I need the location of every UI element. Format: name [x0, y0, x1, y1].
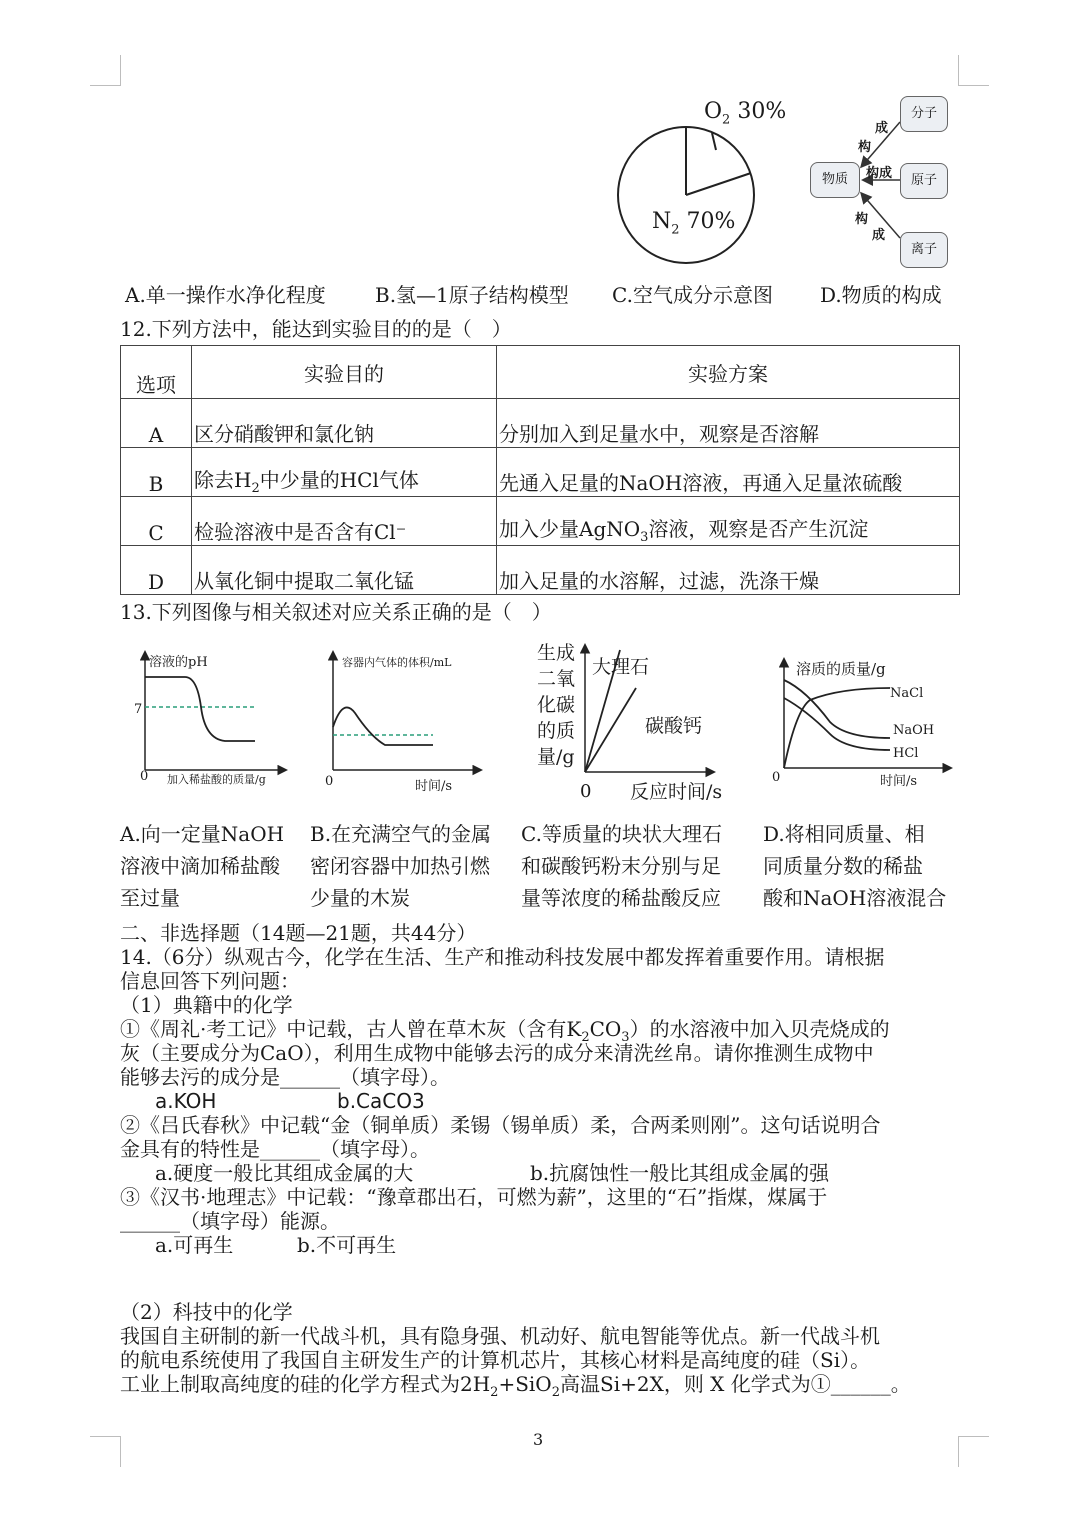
ylabel-line: 生成	[537, 642, 576, 664]
pie-o2-label: $O_2$ 30%	[704, 99, 787, 128]
p2-option-b: b.抗腐蚀性一般比其组成金属的强	[530, 1161, 830, 1185]
graph-d-naoh: NaOH	[893, 723, 935, 738]
option-line: 密闭容器中加热引燃	[310, 854, 490, 878]
graph-c-ylabel	[537, 640, 575, 770]
q14-line1: 14.（6分）纵观古今，化学在生活、生产和推动科技发展中都发挥着重要作用。请根据	[120, 945, 885, 969]
row-option: D	[121, 546, 192, 595]
corner-mark-tl	[90, 55, 121, 86]
graph-b-ylabel: 容器内气体的体积/mL	[342, 656, 452, 669]
option-line: A.向一定量NaOH	[120, 822, 285, 846]
label-gou-2: 构	[855, 212, 869, 227]
ylabel-line: 化碳	[537, 694, 576, 716]
row-plan: 先通入足量的NaOH溶液，再通入足量浓硫酸	[497, 448, 960, 497]
tech-line3: 工业上制取高纯度的硅的化学方程式为$2H_2+SiO_2$高温Si+2X，则 X 化学式为①______。	[120, 1372, 911, 1400]
graph-b-xlabel: 时间/s	[415, 779, 453, 794]
node-molecule: 分子	[900, 96, 948, 132]
q13-option-d	[763, 818, 946, 914]
caption-b: B.氢—1原子结构模型	[375, 283, 569, 307]
q13-option-c	[521, 818, 722, 914]
graph-d-hcl: HCl	[893, 746, 919, 761]
graph-c-xlabel: 反应时间/s	[630, 781, 723, 803]
option-line: 至过量	[120, 886, 180, 910]
p2-line2: 金具有的特性是______（填字母）。	[120, 1137, 430, 1161]
ylabel-line: 二氧	[537, 668, 576, 690]
header-option: 选项	[121, 346, 192, 399]
option-line: 和碳酸钙粉末分别与足	[521, 854, 721, 878]
node-matter: 物质	[810, 162, 860, 198]
header-goal: 实验目的	[192, 346, 497, 399]
caption-c: C.空气成分示意图	[612, 283, 773, 307]
caption-d: D.物质的构成	[820, 283, 942, 307]
label-goucheng: 构成	[866, 166, 893, 181]
option-line: 酸和NaOH溶液混合	[763, 886, 947, 910]
node-atom: 原子	[900, 163, 948, 199]
row-option: A	[121, 399, 192, 448]
row-goal: 检验溶液中是否含有Cl⁻	[192, 497, 497, 546]
p3-line2: ______（填字母）能源。	[120, 1209, 340, 1233]
header-plan: 实验方案	[497, 346, 960, 399]
graph-a-ylabel: 溶液的pH	[149, 655, 208, 670]
row-plan: 分别加入到足量水中，观察是否溶解	[497, 399, 960, 448]
row-option: C	[121, 497, 192, 546]
row-goal: 区分硝酸钾和氯化钠	[192, 399, 497, 448]
graph-a-xlabel: 加入稀盐酸的质量/g	[167, 773, 266, 786]
graph-d-xlabel: 时间/s	[880, 774, 918, 789]
graph-c-line2: 碳酸钙	[645, 715, 703, 737]
section2-title: （2）科技中的化学	[120, 1300, 293, 1324]
option-line: 少量的木炭	[310, 886, 410, 910]
row-plan: 加入足量的水溶解，过滤，洗涤干燥	[497, 546, 960, 595]
q13-stem: 13.下列图像与相关叙述对应关系正确的是（ ）	[120, 600, 552, 624]
graph-d-ylabel: 溶质的质量/g	[796, 660, 886, 678]
p2-line1: ②《吕氏春秋》中记载“金（铜单质）柔锡（锡单质）柔，合两柔则刚”。这句话说明合	[120, 1113, 881, 1137]
ylabel-line: 量/g	[537, 746, 575, 768]
table-row	[121, 448, 960, 497]
q14-line2: 信息回答下列问题：	[120, 969, 300, 993]
table-row	[121, 399, 960, 448]
ylabel-line: 的质	[537, 720, 576, 742]
option-line: D.将相同质量、相	[763, 822, 925, 846]
tech-line1: 我国自主研制的新一代战斗机，具有隐身强、机动好、航电智能等优点。新一代战斗机	[120, 1324, 880, 1348]
q12-table	[120, 345, 960, 595]
p3-option-a: a.可再生	[155, 1233, 234, 1257]
q13-option-b	[310, 818, 491, 914]
q13-option-a	[120, 818, 284, 914]
graph-a-tick: 7	[134, 702, 143, 717]
tech-line2: 的航电系统使用了我国自主研发生产的计算机芯片，其核心材料是高纯度的硅（Si）。	[120, 1348, 871, 1372]
p1-line2: 灰（主要成分为CaO），利用生成物中能够去污的成分来清洗丝帛。请你推测生成物中	[120, 1041, 874, 1065]
label-cheng-2: 成	[872, 228, 886, 243]
table-row	[121, 497, 960, 546]
pie-n2-label: $N_2$ 70%	[652, 209, 736, 238]
graph-c-line1: 大理石	[592, 656, 650, 678]
option-line: 同质量分数的稀盐	[763, 854, 923, 878]
row-option: B	[121, 448, 192, 497]
table-header-row	[121, 346, 960, 399]
p3-line1: ③《汉书·地理志》中记载：“豫章郡出石，可燃为薪”，这里的“石”指煤，煤属于	[120, 1185, 828, 1209]
option-line: C.等质量的块状大理石	[521, 822, 722, 846]
p1-option-a: a.KOH	[155, 1089, 217, 1113]
caption-a: A.单一操作水净化程度	[125, 283, 326, 307]
graph-c-origin: 0	[580, 781, 592, 802]
p1-option-b: b.CaCO3	[337, 1089, 425, 1113]
label-cheng-1: 成	[875, 121, 889, 136]
option-line: 溶液中滴加稀盐酸	[120, 854, 280, 878]
q12-stem: 12.下列方法中，能达到实验目的的是（ ）	[120, 317, 512, 341]
page-number: 3	[533, 1430, 544, 1449]
p2-option-a: a.硬度一般比其组成金属的大	[155, 1161, 414, 1185]
p1-line3: 能够去污的成分是______（填字母）。	[120, 1065, 450, 1089]
row-plan: 加入少量AgNO$_3$溶液，观察是否产生沉淀	[497, 497, 960, 546]
part2-heading: 二、非选择题（14题—21题，共44分）	[120, 921, 477, 945]
option-line: B.在充满空气的金属	[310, 822, 492, 846]
row-goal: 除去$H_2$中少量的HCl气体	[192, 448, 497, 497]
option-line: 量等浓度的稀盐酸反应	[521, 886, 721, 910]
graph-b-origin: 0	[325, 774, 334, 789]
graph-a-origin: 0	[140, 769, 149, 784]
corner-mark-bl	[90, 1436, 121, 1467]
p1-line1: ①《周礼·考工记》中记载，古人曾在草木灰（含有$K_2CO_3$）的水溶液中加入贝壳烧成的	[120, 1017, 890, 1045]
section1-title: （1）典籍中的化学	[120, 993, 293, 1017]
label-gou-1: 构	[858, 140, 872, 155]
graph-d-nacl: NaCl	[890, 686, 924, 701]
p3-option-b: b.不可再生	[297, 1233, 397, 1257]
row-goal: 从氧化铜中提取二氧化锰	[192, 546, 497, 595]
graph-d-origin: 0	[772, 770, 781, 785]
corner-mark-tr	[958, 55, 989, 86]
corner-mark-br	[958, 1436, 989, 1467]
node-ion: 离子	[900, 232, 948, 268]
table-row	[121, 546, 960, 595]
